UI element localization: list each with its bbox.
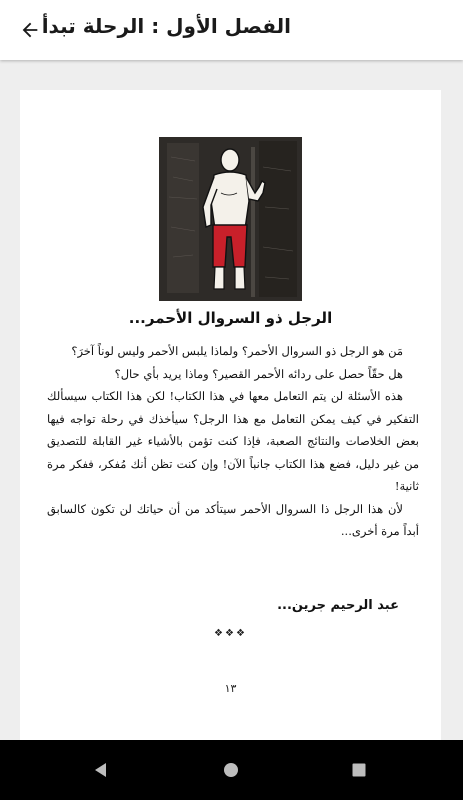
nav-back-button[interactable] [86, 755, 116, 785]
nav-home-button[interactable] [216, 755, 246, 785]
body-text [47, 340, 419, 543]
nav-back-triangle-icon [93, 762, 109, 778]
paragraph-1: مَن هو الرجل ذو السروال الأحمر؟ ولماذا يلبس الأحمر وليس لوناً آخرَ؟ [71, 344, 403, 358]
paragraph-2: هل حقّاً حصل على ردائه الأحمر القصير؟ وماذا يريد بأي حال؟ [114, 366, 403, 381]
page-number: ١٣ [224, 682, 237, 695]
nav-recents-square-icon [351, 762, 367, 778]
paragraph-3: هذه الأسئلة لن يتم التعامل معها في هذا الكتاب! لكن هذا الكتاب سيسألك التفكير في كيف يمكن التعامل مع هذا الرجل؟ سيأخذك في رحلة تواجه فيها بعض الخلاصات والنتائج الصعبة، فإذا كنت تؤمن بالأشياء غير القابلة للتصديق من غير دليل، فضع هذا الكتاب جانباً الآن! وإن كنت تظن أنك مُفكر، ففكر مرة ثانية! [47, 389, 419, 493]
nav-recents-button[interactable] [344, 755, 374, 785]
app-bar [0, 0, 463, 60]
ornament-divider: ❖❖❖ [214, 628, 247, 639]
paragraph-4: لأن هذا الرجل ذا السروال الأحمر سيتأكد من أن حياتك لن تكون كالسابق أبداً مرة أخرى... [47, 501, 419, 538]
reading-area[interactable] [0, 60, 463, 740]
chapter-title: الفصل الأول : الرحلة تبدأ [41, 14, 291, 38]
system-nav-bar [0, 740, 463, 800]
book-page [20, 90, 441, 740]
chapter-heading: الرجل ذو السروال الأحمر... [128, 309, 333, 327]
arrow-back-icon [19, 19, 41, 41]
author-signature: عبد الرحيم جرين... [277, 598, 399, 613]
nav-home-circle-icon [223, 762, 239, 778]
red-trousers-man-illustration [159, 137, 302, 301]
